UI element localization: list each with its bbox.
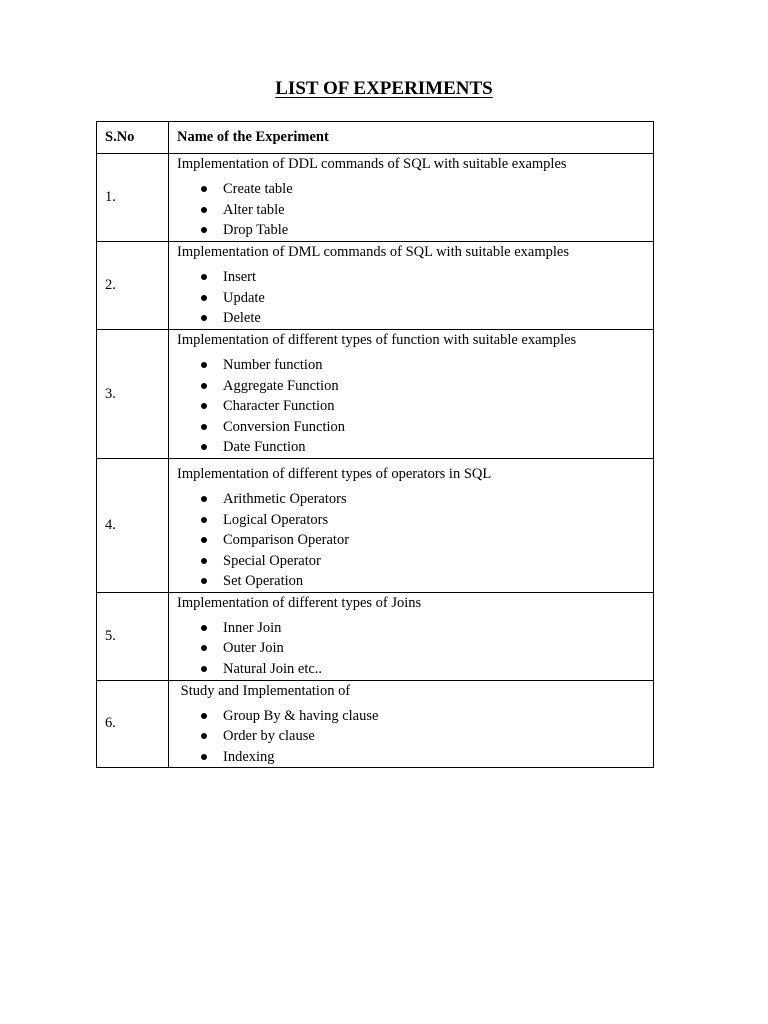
list-item: Arithmetic Operators (199, 489, 653, 510)
table-header-row (97, 122, 654, 154)
experiments-table (96, 121, 654, 768)
list-item: Aggregate Function (199, 376, 653, 397)
table-row (97, 459, 654, 593)
list-item: Update (199, 288, 653, 309)
list-item: Group By & having clause (199, 706, 653, 727)
list-item: Natural Join etc.. (199, 659, 653, 680)
list-item: Special Operator (199, 551, 653, 572)
row-content (169, 242, 654, 330)
list-item: Inner Join (199, 618, 653, 639)
table-row (97, 154, 654, 242)
experiment-heading: Implementation of DML commands of SQL with suitable examples (177, 244, 569, 260)
experiment-heading: Study and Implementation of (177, 682, 351, 699)
list-item: Outer Join (199, 638, 653, 659)
list-item: Order by clause (199, 726, 653, 747)
page-title: LIST OF EXPERIMENTS (275, 78, 493, 99)
row-sno: 3. (97, 330, 169, 459)
list-item: Create table (199, 179, 653, 200)
list-item: Number function (199, 355, 653, 376)
table-row (97, 242, 654, 330)
list-item: Date Function (199, 437, 653, 458)
sno-header: S.No (97, 122, 169, 154)
experiment-items (169, 179, 653, 241)
table-row (97, 592, 654, 680)
row-sno: 2. (97, 242, 169, 330)
row-sno: 6. (97, 680, 169, 768)
list-item: Conversion Function (199, 417, 653, 438)
table-row (97, 680, 654, 768)
row-content (169, 592, 654, 680)
list-item: Drop Table (199, 220, 653, 241)
row-content (169, 330, 654, 459)
list-item: Insert (199, 267, 653, 288)
experiment-items (169, 355, 653, 458)
experiment-heading: Implementation of different types of Joins (177, 594, 422, 611)
list-item: Delete (199, 308, 653, 329)
list-item: Comparison Operator (199, 530, 653, 551)
experiment-items (169, 706, 653, 768)
row-sno: 1. (97, 154, 169, 242)
table-row (97, 330, 654, 459)
row-sno: 4. (97, 459, 169, 593)
name-header: Name of the Experiment (169, 122, 654, 154)
experiment-items (169, 267, 653, 329)
list-item: Set Operation (199, 571, 653, 592)
row-content (169, 459, 654, 593)
row-content (169, 154, 654, 242)
experiment-items (169, 489, 653, 592)
list-item: Indexing (199, 747, 653, 768)
list-item: Logical Operators (199, 510, 653, 531)
row-sno: 5. (97, 592, 169, 680)
experiment-items (169, 618, 653, 680)
experiment-heading: Implementation of DDL commands of SQL with suitable examples (177, 156, 567, 172)
row-content (169, 680, 654, 768)
list-item: Character Function (199, 396, 653, 417)
experiment-heading: Implementation of different types of operators in SQL (177, 466, 492, 482)
experiment-heading: Implementation of different types of function with suitable examples (177, 332, 577, 348)
list-item: Alter table (199, 200, 653, 221)
